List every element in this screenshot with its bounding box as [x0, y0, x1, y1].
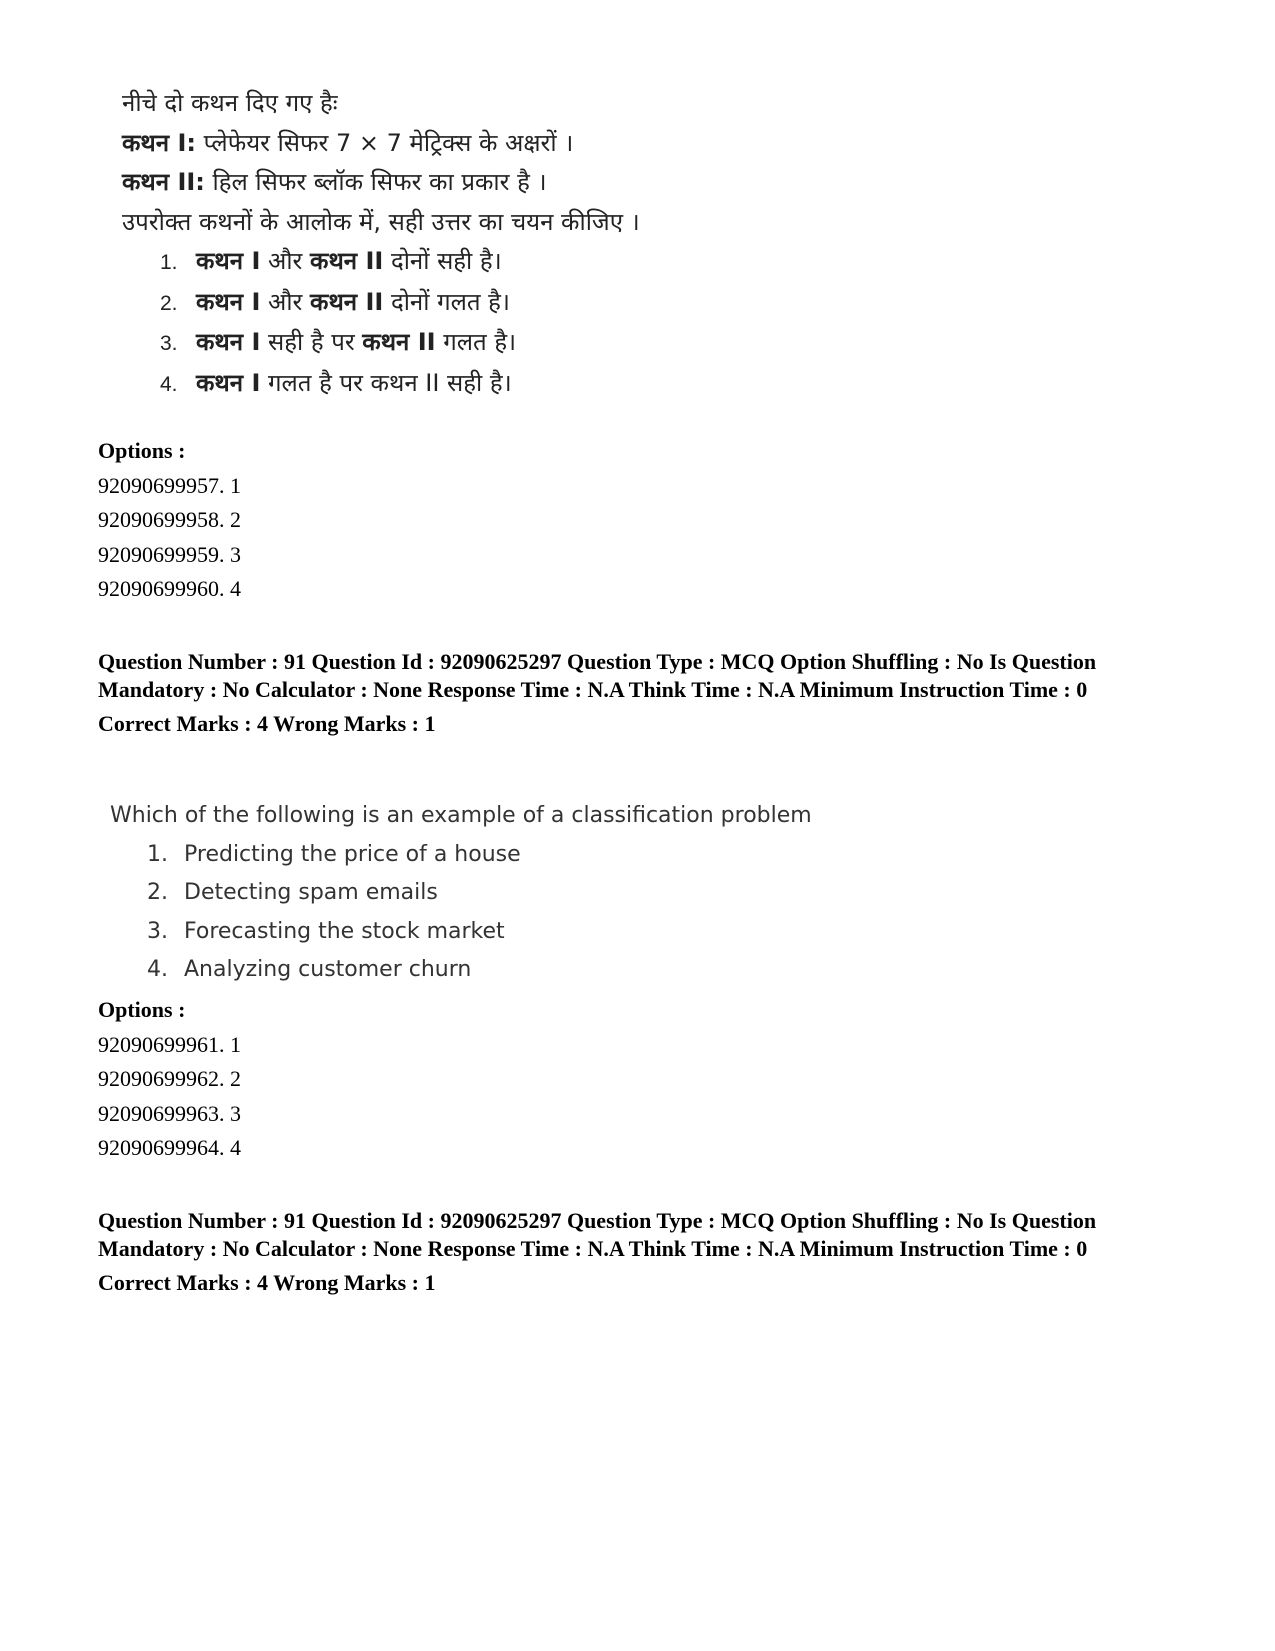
- choice-item: [122, 364, 822, 405]
- choice-number: 3.: [160, 332, 178, 355]
- question-text: Which of the following is an example of a classification problem: [110, 803, 812, 828]
- choice-text: Detecting spam emails: [184, 880, 438, 905]
- choice-number: 4.: [160, 372, 178, 396]
- question-meta: [98, 648, 1188, 738]
- question-intro: नीचे दो कथन दिए गए हैः: [122, 89, 338, 117]
- choice-item: [110, 913, 870, 952]
- hindi-question: [122, 84, 822, 404]
- choice-text: Analyzing customer churn: [184, 957, 472, 982]
- option-item: 92090699961. 1: [98, 1031, 241, 1057]
- choice-item: [110, 951, 870, 990]
- statement-2: [122, 163, 822, 203]
- options-label: Options :: [98, 438, 186, 463]
- choice-text-2: कथन II सही है।: [370, 368, 512, 397]
- choice-text-1: और: [260, 287, 311, 316]
- choice-bold-1: कथन I: [196, 247, 261, 275]
- choice-text-2: दोनों सही है।: [383, 247, 502, 275]
- options-label: Options :: [98, 997, 186, 1022]
- choice-bold-2: कथन II: [310, 247, 384, 275]
- choice-bold-2: कथन II: [310, 287, 384, 316]
- choice-number: 2.: [160, 291, 178, 315]
- option-item: 92090699957. 1: [98, 472, 241, 498]
- statement-1-label: कथन I:: [122, 128, 196, 157]
- option-item: 92090699958. 2: [98, 507, 241, 532]
- choice-item: [122, 283, 822, 324]
- choice-number: 2.: [147, 880, 168, 905]
- choice-bold-2: कथन II: [362, 328, 436, 356]
- choice-number: 3.: [147, 918, 168, 944]
- question-instruction: उपरोक्त कथनों के आलोक में, सही उत्तर का चयन कीजिए ।: [122, 207, 640, 236]
- question-meta-line: Question Number : 91 Question Id : 92090625297 Question Type : MCQ Option Shuffling : No Is Question Mandatory : No Calculator : None Response Time : N.A Think Time : N.A Minimum Instruction Time : 0: [98, 649, 1097, 702]
- english-question: [110, 797, 870, 990]
- options-list: [98, 434, 241, 607]
- choice-text-1: गलत है पर: [260, 368, 371, 397]
- choice-text-2: दोनों गलत है।: [383, 287, 511, 316]
- english-choices: [110, 836, 870, 990]
- hindi-choices: [122, 242, 822, 404]
- statement-2-label: कथन II:: [122, 168, 205, 196]
- options-list: [98, 993, 241, 1166]
- question-marks: Correct Marks : 4 Wrong Marks : 1: [98, 711, 436, 736]
- choice-text: Predicting the price of a house: [184, 841, 521, 867]
- choice-bold-1: कथन I: [196, 328, 261, 356]
- question-marks: Correct Marks : 4 Wrong Marks : 1: [98, 1270, 436, 1295]
- statement-2-text: हिल सिफर ब्लॉक सिफर का प्रकार है ।: [204, 168, 547, 196]
- option-item: 92090699959. 3: [98, 541, 241, 567]
- option-item: 92090699964. 4: [98, 1135, 241, 1160]
- choice-item: [110, 874, 870, 913]
- option-item: 92090699962. 2: [98, 1066, 241, 1091]
- choice-text-1: और: [260, 247, 311, 275]
- choice-text-2: गलत है।: [435, 328, 517, 356]
- question-meta: [98, 1207, 1188, 1297]
- choice-item: [122, 323, 822, 364]
- choice-item: [110, 836, 870, 875]
- choice-bold-1: कथन I: [196, 287, 261, 316]
- choice-number: 4.: [147, 957, 168, 982]
- option-item: 92090699963. 3: [98, 1100, 241, 1126]
- choice-number: 1.: [147, 841, 168, 867]
- choice-text-1: सही है पर: [260, 328, 363, 356]
- choice-bold-1: कथन I: [196, 368, 261, 397]
- statement-1: [122, 124, 822, 164]
- question-meta-line: Question Number : 91 Question Id : 92090625297 Question Type : MCQ Option Shuffling : No Is Question Mandatory : No Calculator : None Response Time : N.A Think Time : N.A Minimum Instruction Time : 0: [98, 1208, 1097, 1261]
- choice-number: 1.: [160, 251, 178, 274]
- statement-1-text: प्लेफेयर सिफर 7 × 7 मेट्रिक्स के अक्षरों ।: [195, 128, 574, 157]
- choice-text: Forecasting the stock market: [184, 918, 505, 944]
- choice-item: [122, 242, 822, 283]
- option-item: 92090699960. 4: [98, 576, 241, 601]
